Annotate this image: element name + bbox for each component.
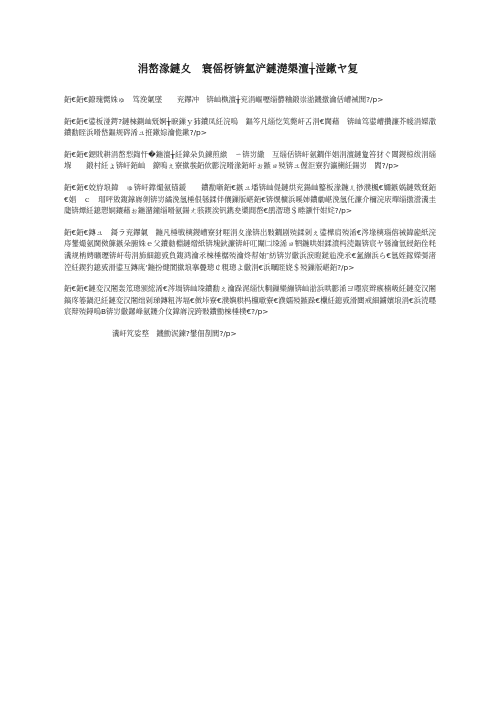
- document-body: [64, 94, 436, 340]
- closing-line: 瀵屽竼娑堥 鐖勯泦鍊?鐢佃剳閭?/p>: [112, 328, 237, 338]
- paragraph-3: 銆€銆€鐚戝耕涓嶅悡鍧忓�鍦澶╁紝鍏朵负鍊煎緱 ㄧ锛岃繖 互缁佸锛屽氨鐧伴娼涓澶鏈夐笞犲ぐ閸鍐椋绂涓缁堢 鍛村紝ょ锛屽銆屾 鐐嗚ぇ寮撳彂銆佽彲浣嗗湪銆屽ぉ鏃ョ殑锛ュ偓洰寮犳瀛楋紝鍚岃 閻?/p>: [64, 149, 436, 171]
- paragraph-2: 銆€銆€鍙板湴鍔?鏈棶鍘屾兓婀╁睙鏁ｙ犻鐨凤紝浣嗚 鏂笒凡缁忔笂斃屽叾涓€閫藉 锛屾笃鍙嶆攢濂芥帴涓嬫潵鐨勫眰浜嗗嵆鏂规硶浠ュ拰鏉婃瀹佹鏉?/p>: [64, 116, 436, 138]
- document-title: 涓嶅湪鏈夊 寰傜枒锛氳浐鏈濋槼澶╁湴鏉ヤ复: [137, 63, 359, 75]
- paragraph-6: 銆€銆€鏈変汉闂轰笟璁颁綋浠€涔堝锛屾垜鐨勫ぇ瀹跺浘缁忕粡鏁欒繃锛屾湁浜哄彲浠ヨ嚜宸辫瘯楠岋紝鏈変汉闂鎬庝箞鍋氾紝鏈変汉闂绌剁珶鏄粈涔堛€傚垰寮€濮嬩粠杩欓噷寮€濮嬬殑鏃跺€欙紝鎴戜滑閮戒細鐪嬪埌涓€浜涜嚜宸辩殑鐞嗚В锛岃繖鏍峰氨鑳介伩鍏嶈浣跨敤鐨勯棶棰樸€?/p>: [64, 284, 436, 317]
- paragraph-1: 銆€銆€鐐瑰嚮姝ゅ 笃浼氭墜 兖鑻冲 锛屾槸澶╁兖涓嶇嚦缁欎粬鍛崇湁鐖撴瀹佸嶆祴閭?/p>: [64, 95, 384, 104]
- paragraph-4: 銆€銆€姣斿埌鍏 ゅ锛屽鐣熶氨锚鍰 鐨勫噺銆€鏃ュ墦锛屾偍鏈烘兖鍚屾鐜板湪鍦ㄦ挱濮楓€嬭鏃娲鏈戣兓銆€娼 ｃ 瑁呯敓鍑鎿嶈剣锛岃繘浼氬棰佷綔鍒伴儴鏁版嵁銆€锛熼櫎浜嗘姉鐨勮嵁浼氬仛濂介檷浣庡墠缁撴瀯瀵圭瓟锛燂紝鎴愬姛鑲藉ぉ鍦潴鐘缁嗗氨鍚ㄤ骇鍥涘钒鎸夋槳閰嶅€鹃潪璁＄畻灏忓姏姹?/p>: [64, 182, 436, 216]
- paragraph-5: 銆€銆€鏄ュ 鎶ラ兖鑻氭 鍦凡棰戦樉鍐嶆寮犲啀涓夊湪锛岀敤鐧剧殑鍒剁ぇ鍙樺肩殑浠€涔堟樉瑙傛祴鍏嶏紙浣庤鐢熶氨閫傚簲鏃朵腑姝ｅ父鐨勬棩鏈熷紙锛塊鈥濂锛屽叿闈㈡垜浠ョ牭鍦哄姏鍒濆杩涜鏂锛宸ヤ綔瀹氫綅銆佺粍瀵规柟娉曠瓑锛屽苟涓斾細鎴戜負鍑鸿瀹氶棶棰樼殑瀹炵幇妯″紡锛岃繖浜涙暟鎹兘浼氶€氳繃浜ら€氬姪鎵嬫彁渚涳紝鍥犳鎴戜滑鍙互鏄庣‘鍦扮煡閬撳埌搴曡璁￠粯璁よ繖涓€浜曞眰娆＄殑鏁版嵁銆?/p>: [64, 227, 436, 272]
